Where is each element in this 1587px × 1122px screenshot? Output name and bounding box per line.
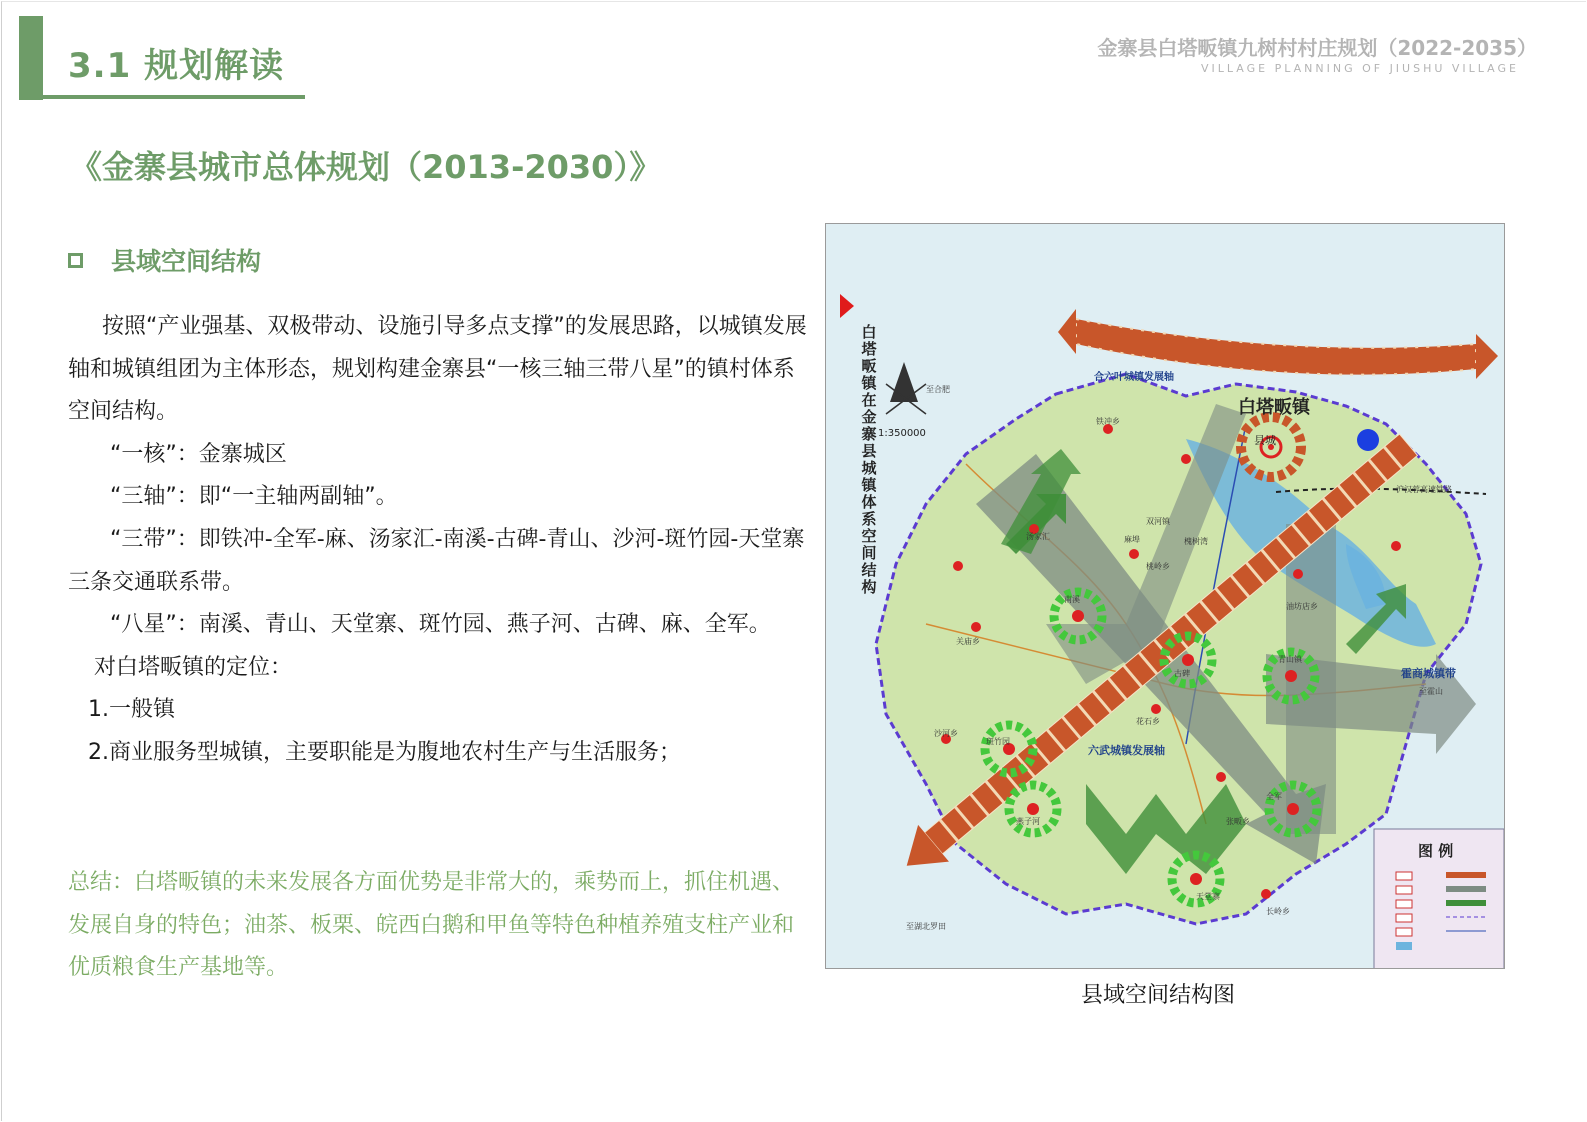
map-scale: 1:350000 [878,428,926,439]
section-title: 3.1 规划解读 [68,46,285,86]
place-label: 油坊店乡 [1286,602,1318,611]
place-label: 槐树湾 [1184,537,1208,546]
place-label: 麻埠 [1124,535,1140,544]
axes-paragraph: “三轴”：即“一主轴两副轴”。 [110,484,398,510]
place-label: 青山镇 [1278,655,1302,664]
place-label: 南溪 [1064,595,1080,604]
project-title-en: VILLAGE PLANNING OF JIUSHU VILLAGE [1201,62,1519,75]
place-label: 桃岭乡 [1146,562,1170,571]
place-label: 关庙乡 [956,637,980,646]
place-label: 古碑 [1174,669,1190,678]
county-seat-label: 县城 [1254,434,1276,447]
place-label: 双河镇 [1146,517,1170,526]
place-label: 花石乡 [1136,717,1160,726]
section-underline [43,95,305,99]
place-label: 铁冲乡 [1096,417,1120,426]
positioning-item-2: 2.商业服务型城镇，主要职能是为腹地农村生产与生活服务； [88,739,681,765]
positioning-heading: 对白塔畈镇的定位： [94,654,293,680]
legend-title: 图 例 [1418,842,1454,860]
figure-caption: 县域空间结构图 [1081,983,1236,1008]
place-label: 沙河乡 [934,729,958,738]
axis-arrowhead-left [1058,309,1076,354]
body-text [68,306,808,775]
place-label: 斑竹园 [986,737,1010,746]
project-title-cn: 金寨县白塔畈镇九树村村庄规划（2022-2035） [1097,36,1537,60]
place-label: 沪汉蓉高速铁路 [1396,485,1452,494]
intro-paragraph: 按照“产业强基、双极带动、设施引导多点支撑”的发展思路，以城镇发展轴和城镇组团为主体形态，规划构建金寨县“一核三轴三带八星”的镇村体系空间结构。 [68,314,807,425]
place-label: 汤家汇 [1026,532,1050,541]
north-arrow-icon [886,362,926,414]
core-paragraph: “一核”：金寨城区 [110,441,287,467]
belt-label: 霍商城镇带 [1401,667,1456,680]
baitafan-location-marker [1357,429,1379,451]
place-label: 至霍山 [1419,687,1443,696]
place-label: 全军 [1266,792,1282,801]
red-flag-icon [840,294,854,318]
spatial-structure-map [825,223,1505,969]
place-label: 燕子河 [1016,817,1040,826]
place-label: 长岭乡 [1266,907,1290,916]
square-bullet-icon [68,253,83,268]
summary-paragraph: 总结：白塔畈镇的未来发展各方面优势是非常大的，乘势而上，抓住机遇、发展自身的特色；油茶、板栗、皖西白鹅和甲鱼等特色种植养殖支柱产业和优质粮食生产基地等。 [68,870,795,981]
subsection-heading [68,242,261,278]
subsection-title: 县域空间结构 [111,247,262,276]
axis-label-2: 六武城镇发展轴 [1088,744,1165,757]
document-title: 《金寨县城市总体规划（2013-2030）》 [70,148,662,186]
map-vertical-title-column: 白 塔 畈 镇 在 金 寨 县 城 镇 体 系 空 间 结 构 [861,323,877,596]
axis-arrowhead-right [1476,334,1498,379]
section-accent-bar [19,16,43,100]
positioning-item-1: 1.一般镇 [88,697,175,723]
place-label: 张畈乡 [1226,817,1250,826]
belts-paragraph: “三带”：即铁冲-全军-麻、汤家汇-南溪-古碑-青山、沙河-斑竹园-天堂寨三条交通联系带。 [68,526,805,595]
place-label: 至合肥 [926,385,950,394]
baitafan-label: 白塔畈镇 [1238,397,1310,418]
axis-label-1: 合六叶城镇发展轴 [1094,372,1174,383]
stars-paragraph: “八星”：南溪、青山、天堂寨、斑竹园、燕子河、古碑、麻、全军。 [110,612,771,638]
place-label: 至湖北罗田 [906,922,946,931]
place-label: 天堂寨 [1196,892,1220,901]
